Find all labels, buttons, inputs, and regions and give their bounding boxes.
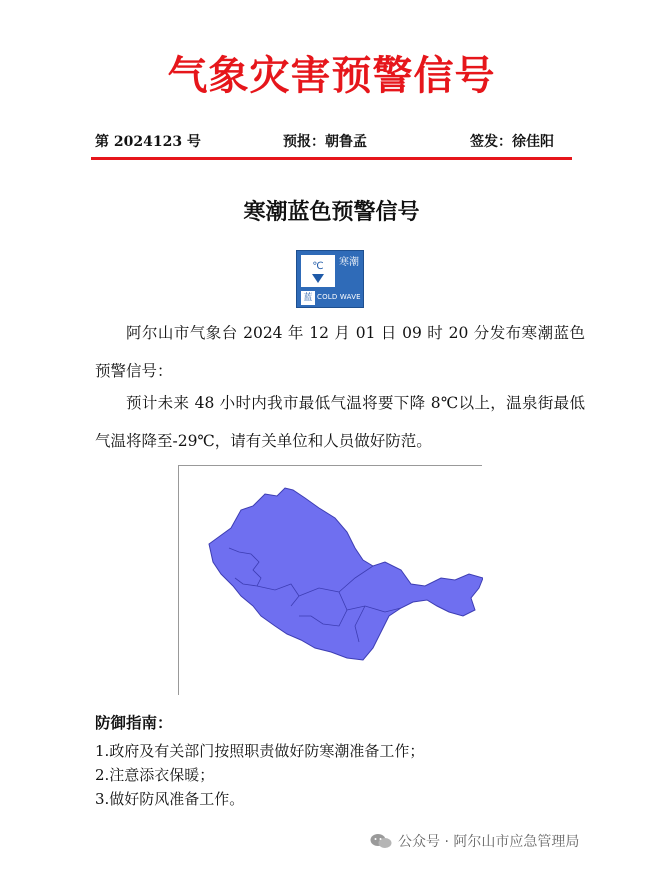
cold-wave-blue-warning-icon [296,250,364,308]
issue-paragraph: 阿尔山市气象台 2024 年 12 月 01 日 09 时 20 分发布寒潮蓝色预警信号： [95,324,585,380]
guide-title: 防御指南： [95,713,173,732]
region-map [178,465,482,695]
forecaster: 预报：朝鲁孟 [283,134,367,150]
thermometer-panel [301,255,335,287]
region-map-svg [179,466,483,696]
guide-item: 3.做好防风准备工作。 [95,790,245,808]
badge-hanchao-label: 寒潮 [339,257,359,268]
badge-english-label: COLD WAVE [317,293,361,301]
forecast-paragraph: 预计未来 48 小时内我市最低气温将要下降 8℃以上，温泉街最低气温将降至-29℃，请有关单位和人员做好防范。 [95,394,585,450]
wechat-footer [370,831,579,853]
map-region-shape [209,488,483,660]
document-heading: 寒潮蓝色预警信号 [243,199,420,225]
guide-item: 1.政府及有关部门按照职责做好防寒潮准备工作； [95,742,425,760]
issue-number: 第 2024123 号 [95,134,201,150]
signer: 签发：徐佳阳 [470,134,554,150]
badge-blue-label: 蓝 [301,291,315,305]
wechat-icon [370,833,392,849]
celsius-symbol: ℃ [312,261,324,272]
red-divider [91,157,572,160]
down-arrow-icon [312,274,324,283]
banner-title: 气象灾害预警信号 [167,52,496,99]
wechat-source-label: 公众号 · 阿尔山市应急管理局 [398,834,580,850]
guide-item: 2.注意添衣保暖； [95,766,215,784]
